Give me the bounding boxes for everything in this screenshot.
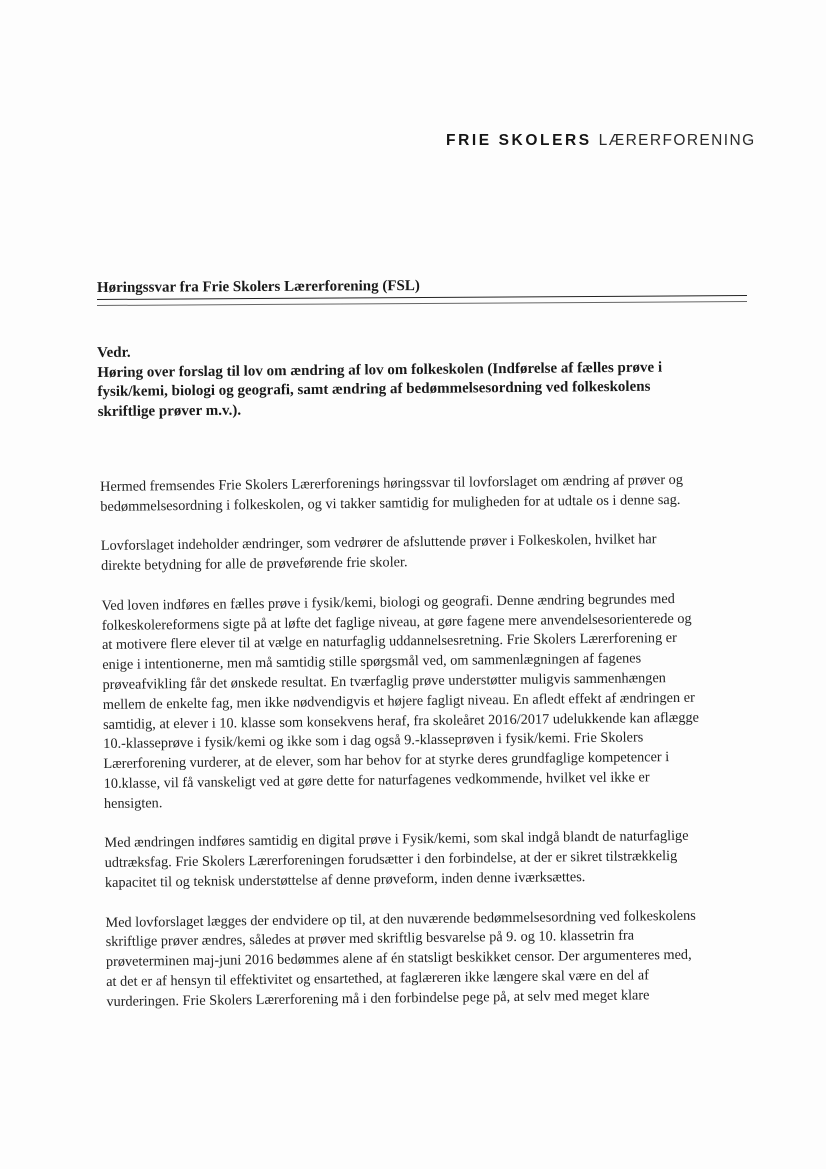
text-line: folkeskolereformens sigte på at løfte det faglige niveau, at gøre fagene mere anvendelsesorienterede og (101, 610, 692, 634)
paragraph-intro (100, 470, 760, 518)
text-line: skriftlige prøver ændres, således at prøver med skriftlig besvarelse på 9. og 10. klassetrin fra (105, 927, 635, 951)
text-line: udtræksfag. Frie Skolers Lærerforeningen forudsætter i den forbindelse, at der er sikret tilstrækkelig (104, 848, 678, 872)
text-line: Med lovforslaget lægges der endvidere op til, at den nuværende bedømmelsesordning ved folkeskolens (105, 907, 696, 931)
text-line: enige i intentionerne, men må samtidig stille spørgsmål ved, om sammenlægningen af fagenes (102, 650, 642, 674)
paragraph-digital-test (104, 826, 765, 893)
text-line: at det er af hensyn til effektivitet og ensartethed, at faglæreren ikke længere skal være en del af (106, 967, 650, 990)
subject-line: fysik/kemi, biologi og geografi, samt ændring af bedømmelsesordning ved folkeskolens (97, 378, 651, 400)
subject-line: skriftlige prøver m.v.). (97, 402, 242, 420)
text-line: Ved loven indføres en fælles prøve i fysik/kemi, biologi og geografi. Denne ændring begrundes med (101, 590, 675, 614)
subject-block (97, 338, 758, 422)
text-line: vurderingen. Frie Skolers Lærerforening må i den forbindelse pege på, at selv med meget klare (106, 987, 650, 1010)
text-line: hensigten. (103, 795, 163, 812)
text-line: at motivere flere elever til at vælge en naturfaglig uddannelsesretning. Frie Skolers Lærerforening er (101, 630, 677, 654)
text-line: Med ændringen indføres samtidig en digital prøve i Fysik/kemi, som skal indgå blandt de naturfaglige (104, 828, 689, 852)
text-line: mellem de enkelte fag, men ikke nødvendigvis et højere fagligt niveau. En afledt effekt af ændringen er (102, 689, 695, 713)
document-heading: Høringssvar fra Frie Skolers Lærerforening (FSL) (97, 276, 747, 300)
text-line: kapacitet til og teknisk understøttelse af denne prøveform, inden denne iværksættes. (104, 869, 586, 891)
text-line: bedømmelsesordning i folkeskolen, og vi takker samtidig for muligheden for at udtale os i denne sag. (100, 491, 681, 515)
text-line: Hermed fremsendes Frie Skolers Lærerforenings høringssvar til lovforslaget om ændring af prøver og (100, 471, 684, 495)
body-text (100, 470, 767, 1032)
logo-bold-text: FRIE SKOLERS (446, 132, 592, 149)
text-line: prøveafvikling får det ønskede resultat. En tværfaglig prøve understøtter muligvis sammenhængen (102, 670, 666, 693)
text-line: direkte betydning for alle de prøveførende frie skoler. (100, 554, 408, 575)
text-line: Lovforslaget indeholder ændringer, som vedrører de afsluttende prøver i Folkeskolen, hvilket har (100, 531, 657, 555)
subject-label: Vedr. (97, 344, 131, 361)
paragraph-common-test (101, 589, 764, 815)
heading-underline (97, 301, 747, 306)
text-line: 10.-klasseprøve i fysik/kemi og ikke som i dag også 9.-klasseprøven i fysik/kemi. Frie Skolers (103, 729, 644, 753)
paragraph-assessment (105, 905, 766, 1012)
paragraph-scope (101, 529, 761, 577)
text-line: samtidig, at elever i 10. klasse som konsekvens heraf, fra skoleåret 2016/2017 udelukkende kan aflægge (102, 709, 700, 733)
text-line: Lærerforening vurderer, at de elever, som har behov for at styrke deres grundfaglige kompetencer i (103, 749, 670, 773)
subject-line: Høring over forslag til lov om ændring af lov om folkeskolen (Indførelse af fælles prøve i (97, 359, 663, 381)
text-line: prøveterminen maj-juni 2016 bedømmes alene af én statsligt beskikket censor. Der argumenteres med, (105, 946, 692, 971)
logo-light-text: LÆRERFORENING (598, 132, 756, 149)
organization-logo (446, 132, 756, 150)
text-line: 10.klasse, vil få vanskeligt ved at gøre dette for naturfagenes vedkommende, hvilket vel ikke er (103, 769, 650, 792)
